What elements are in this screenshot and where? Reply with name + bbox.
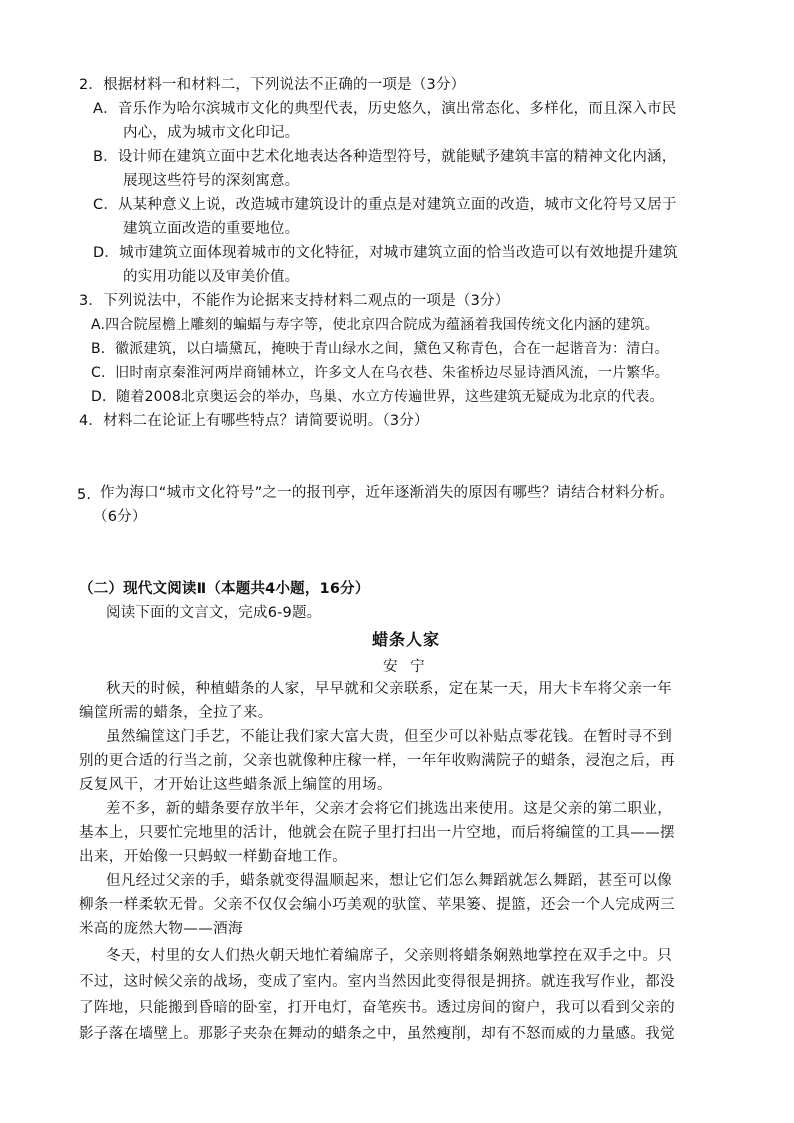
paragraph-3-line-2: 基本上，只要忙完地里的活计，他就会在院子里打扫出一片空地，而后将编筐的工具——摆 (79, 825, 675, 841)
paragraph-2-line-2: 别的更合适的行当之前，父亲也就像种庄稼一样，一年年收购满院子的蜡条，浸泡之后，再 (79, 753, 675, 769)
article-title: 蜡条人家 (372, 630, 441, 649)
paragraph-5-line-3: 了阵地，只能搬到昏暗的卧室，打开电灯，奋笔疾书。透过房间的窗户，我可以看到父亲的 (79, 1000, 675, 1016)
q2-option-c-cont: 建筑立面改造的重要地位。 (123, 221, 300, 237)
section-instruction: 阅读下面的文言文，完成6-9题。 (106, 605, 322, 621)
paragraph-2-line-1: 虽然编筐这门手艺，不能让我们家大富大贵，但至少可以补贴点零花钱。在暂时寻不到 (106, 729, 673, 745)
q2-option-a: A．音乐作为哈尔滨城市文化的典型代表，历史悠久，演出常态化、多样化，而且深入市民 (93, 101, 677, 117)
q3-stem: 3．下列说法中，不能作为论据来支持材料二观点的一项是（3分） (79, 293, 510, 309)
article-author: 安 宁 (383, 659, 429, 675)
paragraph-4-line-1: 但凡经过父亲的手，蜡条就变得温顺起来，想让它们怎么舞蹈就怎么舞蹈，甚至可以像 (106, 873, 673, 889)
paragraph-4-line-3: 米高的庞然大物——酒海 (79, 921, 243, 937)
paragraph-5-line-2: 不过，这时候父亲的战场，变成了室内。室内当然因此变得很是拥挤。就连我写作业，都没 (79, 974, 675, 990)
q2-option-b-cont: 展现这些符号的深刻寓意。 (123, 173, 300, 189)
section-heading: （二）现代文阅读Ⅱ（本题共4小题，16分） (79, 581, 370, 597)
q3-option-b: B．徽派建筑，以白墙黛瓦，掩映于青山绿水之间，黛色又称青色，合在一起谐音为：清白。 (91, 341, 669, 357)
paragraph-4-line-2: 柳条一样柔软无骨。父亲不仅仅会编小巧美观的驮筐、苹果篓、提篮，还会一个人完成两三 (79, 897, 675, 913)
paragraph-5-line-1: 冬天，村里的女人们热火朝天地忙着编席子，父亲则将蜡条娴熟地掌控在双手之中。只 (106, 948, 673, 964)
q2-option-d-cont: 的实用功能以及审美价值。 (123, 269, 300, 285)
q4-stem: 4．材料二在论证上有哪些特点？请简要说明。（3分） (79, 413, 429, 429)
q3-option-a: A.四合院屋檐上雕刻的蝙蝠与寿字等，使北京四合院成为蕴涵着我国传统文化内涵的建筑。 (91, 317, 659, 333)
q2-option-b: B．设计师在建筑立面中艺术化地表达各种造型符号，就能赋予建筑丰富的精神文化内涵， (93, 149, 677, 165)
paragraph-3-line-1: 差不多，新的蜡条要存放半年，父亲才会将它们挑选出来使用。这是父亲的第二职业， (106, 801, 673, 817)
q2-option-a-cont: 内心，成为城市文化印记。 (123, 125, 300, 141)
q3-option-c: C．旧时南京秦淮河两岸商铺林立，许多文人在乌衣巷、朱雀桥边尽显诗酒风流，一片繁华。 (91, 365, 669, 381)
q5-stem-cont: （6分） (93, 509, 147, 525)
paragraph-1-line-2: 编筐所需的蜡条，全拉了来。 (79, 705, 273, 721)
q2-stem: 2．根据材料一和材料二，下列说法不正确的一项是（3分） (79, 77, 466, 93)
q2-option-c: C．从某种意义上说，改造城市建筑设计的重点是对建筑立面的改造，城市文化符号又居于 (93, 197, 677, 213)
q2-option-d: D．城市建筑立面体现着城市的文化特征，对城市建筑立面的恰当改造可以有效地提升建筑 (93, 245, 678, 261)
paragraph-5-line-4: 影子落在墙壁上。那影子夹杂在舞动的蜡条之中，虽然瘦削，却有不怒而威的力量感。我觉 (79, 1026, 675, 1042)
q5-number: 5. (77, 487, 92, 503)
paragraph-2-line-3: 反复风干，才开始让这些蜡条派上编筐的用场。 (79, 777, 392, 793)
q5-stem: 作为海口“城市文化符号”之一的报刊亭，近年逐渐消失的原因有哪些？请结合材料分析。 (100, 485, 675, 501)
q3-option-d: D．随着2008北京奥运会的举办，鸟巢、水立方传遍世界，这些建筑无疑成为北京的代表。 (91, 389, 664, 405)
paragraph-3-line-3: 出来，开始像一只蚂蚁一样勤奋地工作。 (79, 849, 348, 865)
paragraph-1-line-1: 秋天的时候，种植蜡条的人家，早早就和父亲联系，定在某一天，用大卡车将父亲一年 (106, 681, 673, 697)
